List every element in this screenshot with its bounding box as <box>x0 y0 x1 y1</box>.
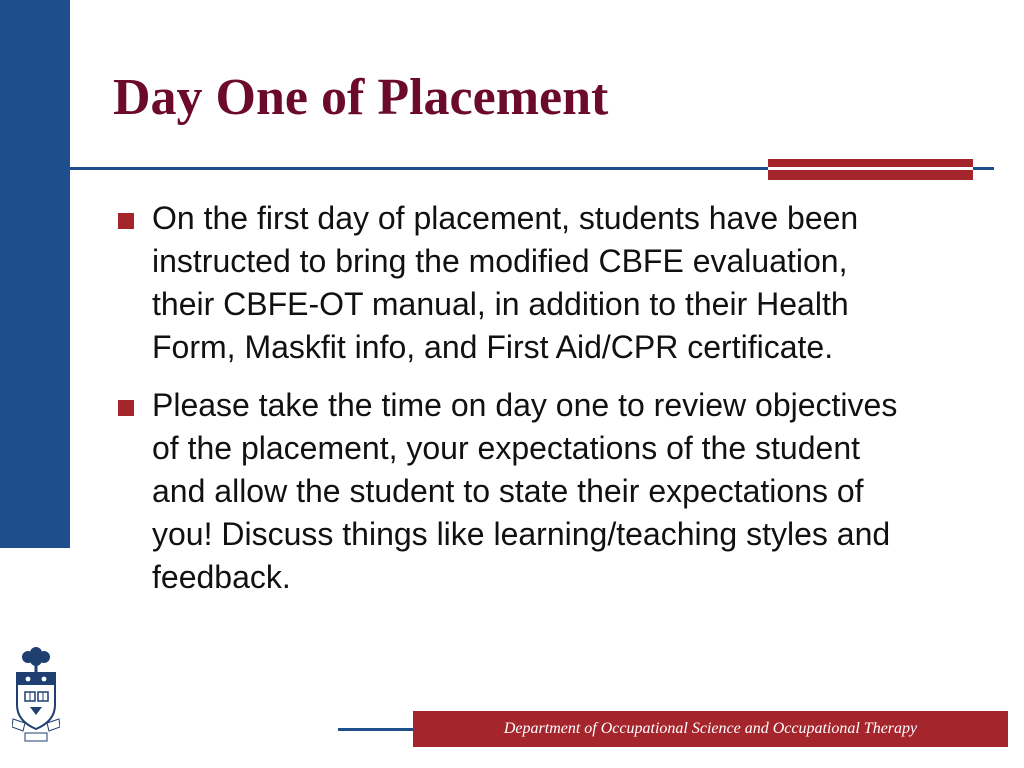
title-accent-bar <box>768 159 973 180</box>
bullet-text: On the first day of placement, students have been instructed to bring the modified CBFE evaluation, their CBFE-OT manual, in addition to their Health Form, Maskfit info, and First Aid/CPR certificate. <box>152 200 859 365</box>
bullet-list <box>118 197 918 614</box>
bullet-square-icon <box>118 400 134 416</box>
slide-title: Day One of Placement <box>113 69 609 126</box>
sidebar-bar <box>0 0 70 548</box>
bullet-square-icon <box>118 213 134 229</box>
footer-banner <box>413 711 1008 747</box>
footer-divider <box>338 728 418 731</box>
footer-department-text: Department of Occupational Science and Occupational Therapy <box>503 720 918 737</box>
bullet-text: Please take the time on day one to review objectives of the placement, your expectations of the student and allow the student to state their expectations of you! Discuss things like learning/teaching styles and feedback. <box>152 387 898 595</box>
university-crest-icon <box>12 645 60 743</box>
bullet-item <box>118 197 918 369</box>
bullet-item <box>118 384 918 599</box>
